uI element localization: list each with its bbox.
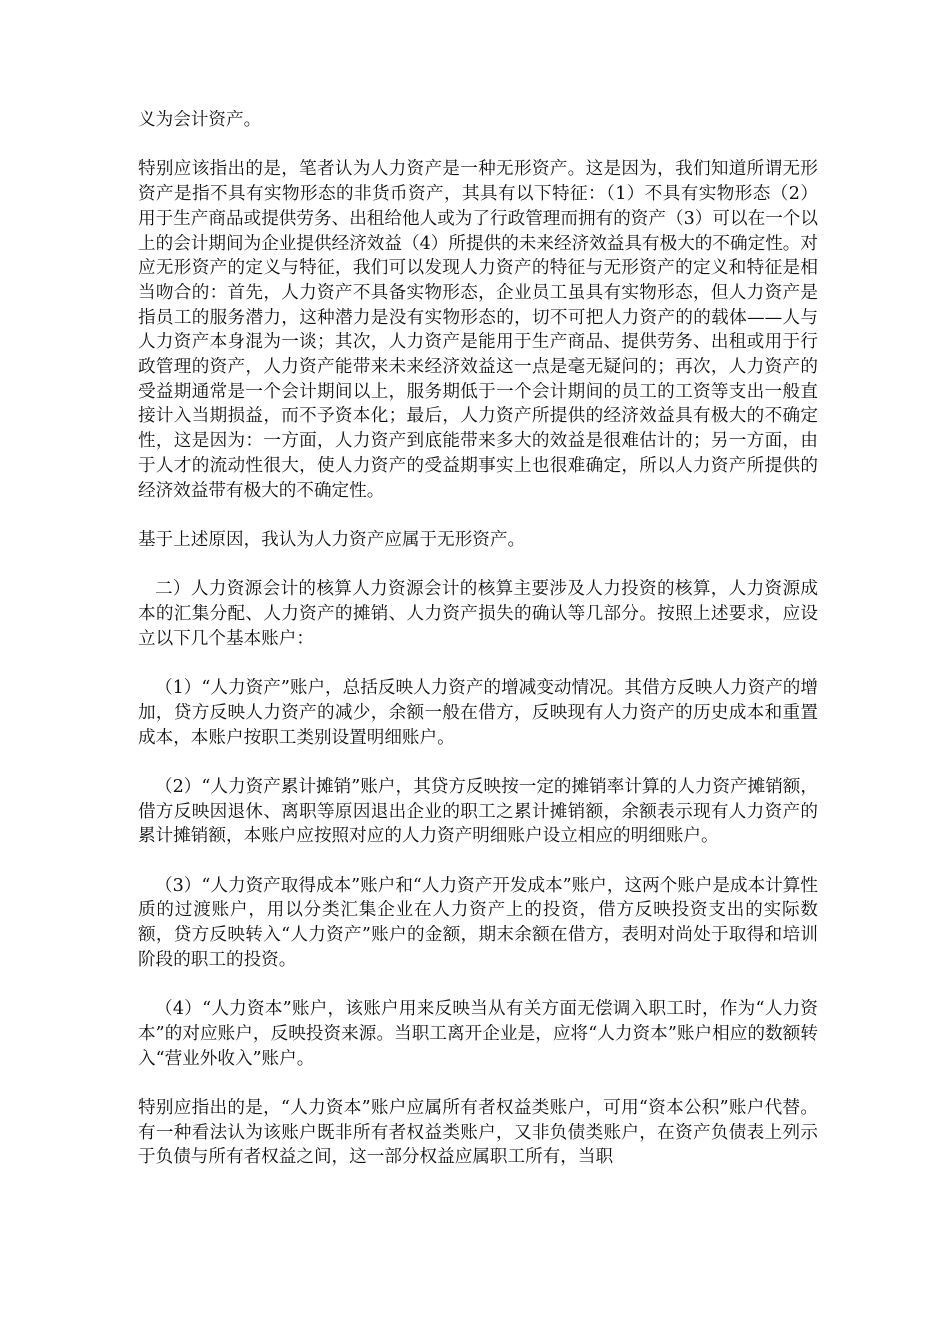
paragraph-account-human-capital: （4）“人力资本”账户，该账户用来反映当从有关方面无偿调入职工时，作为“人力资本”的对应账户，反映投资来源。当职工离开企业是，应将“人力资本”账户相应的数额转入“营业外收入”账户。	[138, 999, 818, 1069]
paragraph-human-capital-note: 特别应指出的是，“人力资本”账户应属所有者权益类账户，可用“资本公积”账户代替。有一种看法认为该账户既非所有者权益类账户，又非负债类账户，在资产负债表上列示于负债与所有者权益之间，这一部分权益应属职工所有，当职	[138, 1098, 818, 1168]
paragraph-intangible-asset-argument: 特别应该指出的是，笔者认为人力资产是一种无形资产。这是因为，我们知道所谓无形资产是指不具有实物形态的非货币资产，其具有以下特征：（1）不具有实物形态（2）用于生产商品或提供劳务、出租给他人或为了行政管理而拥有的资产（3）可以在一个以上的会计期间为企业提供经济效益（4）所提供的未来经济效益具有极大的不确定性。对应无形资产的定义与特征，我们可以发现人力资产的特征与无形资产的定义和特征是相当吻合的：首先，人力资产不具备实物形态，企业员工虽具有实物形态，但人力资产是指员工的服务潜力，这种潜力是没有实物形态的，切不可把人力资产的的载体——人与人力资产本身混为一谈；其次，人力资产是能用于生产商品、提供劳务、出租或用于行政管理的资产，人力资产能带来未来经济效益这一点是毫无疑问的；再次，人力资产的受益期通常是一个会计期间以上，服务期低于一个会计期间的员工的工资等支出一般直接计入当期损益，而不予资本化；最后，人力资产所提供的经济效益具有极大的不确定性，这是因为：一方面，人力资产到底能带来多大的效益是很难估计的；另一方面，由于人才的流动性很大，使人力资产的受益期事实上也很难确定，所以人力资产所提供的经济效益带有极大的不确定性。	[138, 159, 818, 501]
paragraph-account-accumulated-amortization: （2）“人力资产累计摊销”账户，其贷方反映按一定的摊销率计算的人力资产摊销额，借方反映因退休、离职等原因退出企业的职工之累计摊销额，余额表示现有人力资产的累计摊销额，本账户应按照对应的人力资产明细账户设立相应的明细账户。	[138, 776, 818, 847]
paragraph-account-acquisition-development-cost: （3）“人力资产取得成本”账户和“人力资产开发成本”账户，这两个账户是成本计算性质的过渡账户，用以分类汇集企业在人力资产上的投资，借方反映投资支出的实际数额，贷方反映转入“人力资产”账户的金额，期末余额在借方，表明对尚处于取得和培训阶段的职工的投资。	[138, 875, 818, 970]
paragraph-section-two-accounting: 二）人力资源会计的核算人力资源会计的核算主要涉及人力投资的核算，人力资源成本的汇集分配、人力资产的摊销、人力资产损失的确认等几部分。按照上述要求，应设立以下几个基本账户：	[138, 579, 818, 649]
paragraph-accounting-asset-tail: 义为会计资产。	[138, 110, 262, 130]
paragraph-conclusion: 基于上述原因，我认为人力资产应属于无形资产。	[138, 529, 526, 550]
document-body	[138, 108, 818, 1195]
paragraph-account-human-assets: （1）“人力资产”账户，总括反映人力资产的增减变动情况。其借方反映人力资产的增加，贷方反映人力资产的减少，余额一般在借方，反映现有人力资产的历史成本和重置成本，本账户按职工类别设置明细账户。	[138, 678, 818, 748]
